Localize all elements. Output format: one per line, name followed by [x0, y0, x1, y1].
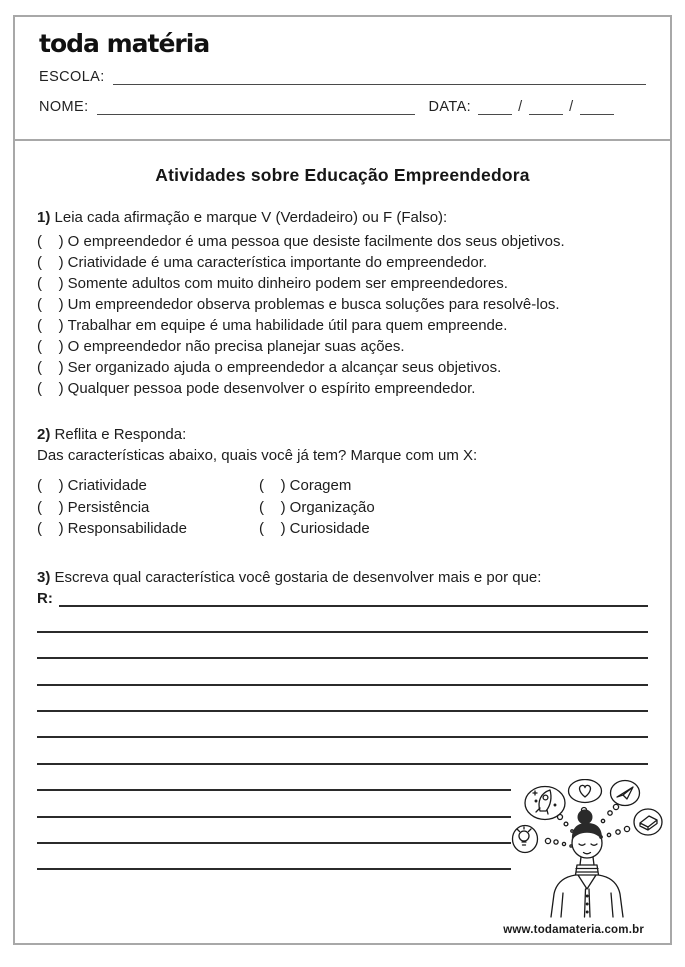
- question-2-instruction: Das características abaixo, quais você já tem? Marque com um X:: [37, 447, 478, 464]
- thought-bubble: [569, 780, 602, 803]
- answer-checkbox[interactable]: ( ): [37, 254, 64, 271]
- statement-text: Somente adultos com muito dinheiro podem ser empreendedores.: [67, 275, 508, 292]
- list-item: [37, 231, 648, 252]
- answer-line[interactable]: [59, 593, 648, 607]
- answer-line[interactable]: [37, 791, 511, 817]
- answer-label-row: [37, 590, 648, 607]
- thinking-person-illustration: [511, 779, 665, 919]
- list-item: [37, 252, 648, 273]
- paper-plane-icon: [617, 787, 633, 799]
- name-input-line[interactable]: [97, 100, 415, 115]
- school-input-line[interactable]: [113, 70, 646, 85]
- list-item: [37, 315, 648, 336]
- answer-line[interactable]: [37, 659, 648, 685]
- list-item: [37, 378, 648, 399]
- header: [15, 17, 670, 141]
- answer-checkbox[interactable]: ( ): [37, 359, 64, 376]
- answer-label: R:: [37, 589, 53, 607]
- answer-checkbox[interactable]: ( ): [37, 296, 64, 313]
- worksheet-title: Atividades sobre Educação Empreendedora: [155, 165, 530, 185]
- date-separator: /: [569, 99, 574, 115]
- option-item: [259, 475, 375, 497]
- date-label: DATA:: [428, 99, 472, 115]
- person: [551, 810, 623, 918]
- question-3: [37, 567, 648, 588]
- date-year-line[interactable]: [580, 100, 614, 115]
- answer-checkbox[interactable]: ( ): [259, 498, 286, 516]
- question-2-text: Reflita e Responda:: [54, 426, 187, 443]
- answer-checkbox[interactable]: ( ): [37, 233, 64, 250]
- date-month-line[interactable]: [529, 100, 563, 115]
- heart-icon: [580, 785, 591, 797]
- rocket-icon: [533, 790, 556, 814]
- answer-line[interactable]: [37, 607, 648, 633]
- option-item: [37, 497, 259, 519]
- question-1-prompt: [37, 207, 648, 228]
- brand-logo: toda matéria: [39, 29, 210, 58]
- answer-checkbox[interactable]: ( ): [259, 477, 286, 494]
- answer-line[interactable]: [37, 844, 511, 870]
- thought-bubble: [525, 787, 565, 820]
- option-label: Curiosidade: [289, 520, 370, 537]
- option-label: Criatividade: [67, 477, 147, 494]
- school-row: [39, 69, 646, 85]
- book-icon: [640, 816, 657, 830]
- question-1-number: 1): [37, 209, 51, 226]
- question-2-prompt: [37, 424, 648, 445]
- statement-text: O empreendedor é uma pessoa que desiste facilmente dos seus objetivos.: [67, 233, 565, 250]
- statement-text: Trabalhar em equipe é uma habilidade útil para quem empreende.: [67, 317, 508, 334]
- option-item: [259, 518, 375, 540]
- thought-bubble: [634, 809, 662, 835]
- answer-checkbox[interactable]: ( ): [37, 498, 64, 516]
- option-item: [259, 497, 375, 519]
- answer-checkbox[interactable]: ( ): [37, 275, 64, 292]
- list-item: [37, 273, 648, 294]
- question-3-text: Escreva qual característica você gostaria de desenvolver mais e por que:: [54, 568, 542, 586]
- answer-line[interactable]: [37, 765, 511, 791]
- option-label: Persistência: [67, 498, 150, 516]
- question-2-number: 2): [37, 426, 51, 443]
- answer-checkbox[interactable]: ( ): [37, 477, 64, 494]
- lightbulb-icon: [517, 827, 531, 845]
- statement-text: Ser organizado ajuda o empreendedor a alcançar seus objetivos.: [67, 359, 502, 376]
- answer-checkbox[interactable]: ( ): [37, 380, 64, 397]
- page-frame: [13, 15, 672, 945]
- name-label: NOME:: [39, 99, 89, 115]
- thought-bubble: [611, 781, 640, 806]
- answer-line[interactable]: [37, 686, 648, 712]
- option-label: Organização: [289, 498, 375, 516]
- true-false-list: [37, 231, 648, 399]
- date-day-line[interactable]: [478, 100, 512, 115]
- list-item: [37, 294, 648, 315]
- question-1-text: Leia cada afirmação e marque V (Verdadeiro) ou F (Falso):: [54, 209, 448, 226]
- option-item: [37, 518, 259, 540]
- list-item: [37, 336, 648, 357]
- answer-line[interactable]: [37, 738, 648, 764]
- answer-line[interactable]: [37, 818, 511, 844]
- answer-line[interactable]: [37, 633, 648, 659]
- characteristics-options: [37, 475, 648, 540]
- answer-checkbox[interactable]: ( ): [259, 520, 286, 537]
- question-3-number: 3): [37, 568, 51, 586]
- option-item: [37, 475, 259, 497]
- answer-checkbox[interactable]: ( ): [37, 338, 64, 355]
- date-separator: /: [518, 99, 523, 115]
- statement-text: Criatividade é uma característica importante do empreendedor.: [67, 254, 488, 271]
- statement-text: Qualquer pessoa pode desenvolver o espírito empreendedor.: [67, 380, 476, 397]
- question-2: [37, 424, 648, 466]
- thought-bubble: [513, 826, 538, 853]
- website-url[interactable]: www.todamateria.com.br: [503, 924, 644, 936]
- statement-text: O empreendedor não precisa planejar suas ações.: [67, 338, 405, 355]
- answer-line[interactable]: [37, 712, 648, 738]
- name-row: [39, 99, 646, 115]
- answer-checkbox[interactable]: ( ): [37, 520, 64, 537]
- school-label: ESCOLA:: [39, 69, 105, 85]
- list-item: [37, 357, 648, 378]
- option-label: Coragem: [289, 477, 352, 494]
- question-3-prompt: [37, 567, 648, 588]
- option-label: Responsabilidade: [67, 520, 187, 537]
- answer-checkbox[interactable]: ( ): [37, 317, 64, 334]
- statement-text: Um empreendedor observa problemas e busca soluções para resolvê-los.: [67, 296, 560, 313]
